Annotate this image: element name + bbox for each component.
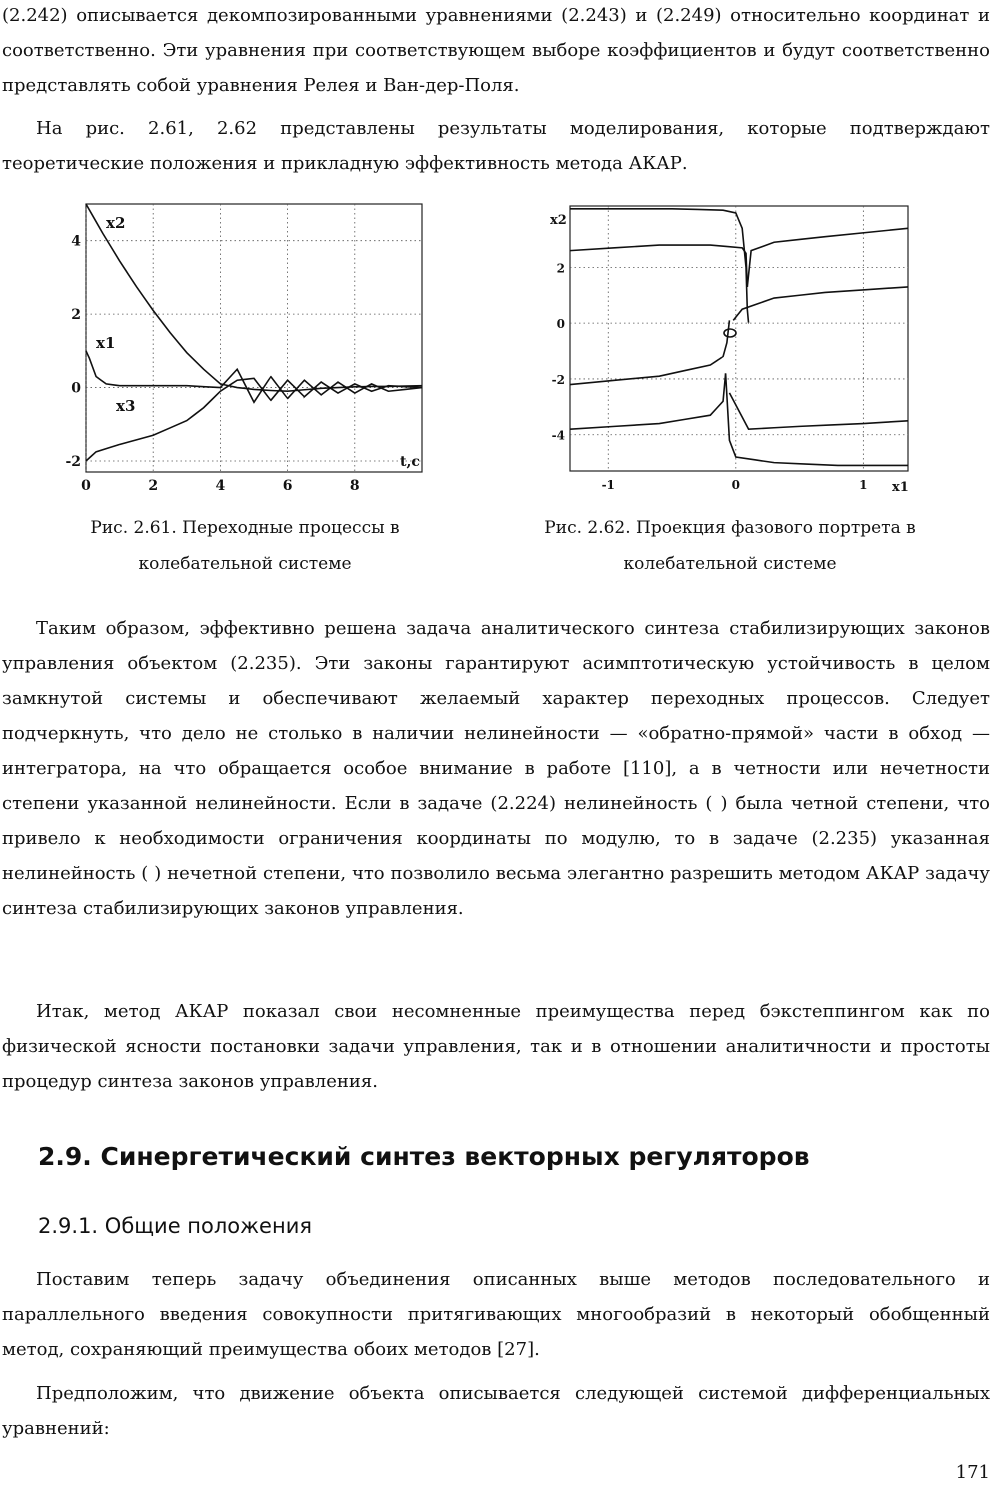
- limit-cycle: [724, 329, 736, 337]
- y-tick-label: 2: [556, 261, 565, 276]
- y-tick-label: -2: [551, 372, 565, 387]
- paragraph-2: На рис. 2.61, 2.62 представлены результаты моделирования, которые подтверждают теоретические положения и прикладную эффективность метода АКАР.: [2, 118, 990, 174]
- x-tick-label: 4: [215, 478, 226, 494]
- series-line-3: [86, 378, 422, 461]
- y-tick-label: 0: [71, 380, 81, 397]
- y-tick-label: 4: [71, 233, 81, 250]
- series-label-x3: x3: [116, 397, 136, 415]
- caption-fig-2-62-line1: Рис. 2.62. Проекция фазового портрета в: [544, 518, 916, 538]
- caption-fig-2-62: [510, 510, 950, 582]
- x-tick-label: -1: [601, 478, 615, 492]
- x-tick-label: 8: [349, 478, 360, 494]
- caption-fig-2-61: [40, 510, 450, 582]
- series-label-x1: x1: [96, 334, 116, 352]
- y-axis-label: x2: [550, 213, 567, 228]
- series-line-3: [747, 228, 908, 287]
- subsection-title: 2.9.1. Общие положения: [38, 1214, 312, 1238]
- x-tick-label: 0: [731, 478, 740, 492]
- section-title: 2.9. Синергетический синтез векторных регуляторов: [38, 1142, 810, 1171]
- paragraph-3: Таким образом, эффективно решена задача аналитического синтеза стабилизирующих законов управления объектом (2.235). Эти законы гарантируют асимптотическую устойчивость в целом замкнутой системы и обеспечивают желаемый характер переходных процессов. Следует подчеркнуть, что дело не столько в наличии нелинейности — «обратно-прямой» части в обход — интегратора, на что обращается особое внимание в работе [110], а в четности или нечетности степени указанной нелинейности. Если в задаче (2.224) нелинейность ( ) была четной степени, что привело к необходимости ограничения координаты по модулю, то в задаче (2.235) указанная нелинейность ( ) нечетной степени, что позволило весьма элегантно разрешить методом АКАР задачу синтеза стабилизирующих законов управления.: [2, 618, 990, 919]
- series-line-4: [733, 287, 908, 320]
- x-axis-label: x1: [892, 480, 909, 495]
- y-tick-label: -4: [551, 428, 565, 443]
- x-tick-label: 0: [81, 478, 91, 494]
- y-tick-label: -2: [65, 453, 81, 470]
- paragraph-1: (2.242) описывается декомпозированными уравнениями (2.243) и (2.249) относительно координат и соответственно. Эти уравнения при соответствующем выборе коэффициентов и будут соответственно представлять собой уравнения Релея и Ван-дер-Поля.: [2, 5, 990, 96]
- y-tick-label: 0: [556, 317, 565, 332]
- series-line-2: [86, 351, 422, 402]
- caption-fig-2-61-line1: Рис. 2.61. Переходные процессы в: [90, 518, 400, 538]
- plot-frame: [570, 206, 908, 471]
- series-label-x2: x2: [106, 214, 126, 232]
- paragraph-4: Итак, метод АКАР показал свои несомненные преимущества перед бэкстеппингом как по физической ясности постановки задачи управления, так и в отношении аналитичности и простоты процедур синтеза законов управления.: [2, 1001, 990, 1092]
- x-tick-label: 1: [859, 478, 868, 492]
- series-line-1: [570, 209, 749, 323]
- x-tick-label: 6: [282, 478, 293, 494]
- series-line-1: [86, 204, 422, 391]
- series-line-7: [726, 373, 908, 465]
- series-line-2: [570, 245, 747, 287]
- caption-fig-2-61-line2: колебательной системе: [138, 554, 352, 574]
- paragraph-5: Поставим теперь задачу объединения описанных выше методов последовательного и параллельного введения совокупности притягивающих многообразий в некоторый обобщенный метод, сохраняющий преимущества обоих методов [27].: [2, 1269, 990, 1360]
- series-line-5: [570, 320, 729, 384]
- paragraph-6: Предположим, что движение объекта описывается следующей системой дифференциальных уравнений:: [2, 1383, 990, 1439]
- x-tick-label: 2: [148, 478, 159, 494]
- y-tick-label: 2: [71, 307, 81, 324]
- plot-frame: [86, 204, 422, 472]
- figure-transient-processes: [60, 196, 440, 502]
- caption-fig-2-62-line2: колебательной системе: [623, 554, 837, 574]
- x-axis-label: t,c: [400, 454, 420, 470]
- figure-phase-portrait: [540, 196, 920, 502]
- page-number: 171: [955, 1462, 990, 1483]
- series-line-8: [729, 393, 908, 429]
